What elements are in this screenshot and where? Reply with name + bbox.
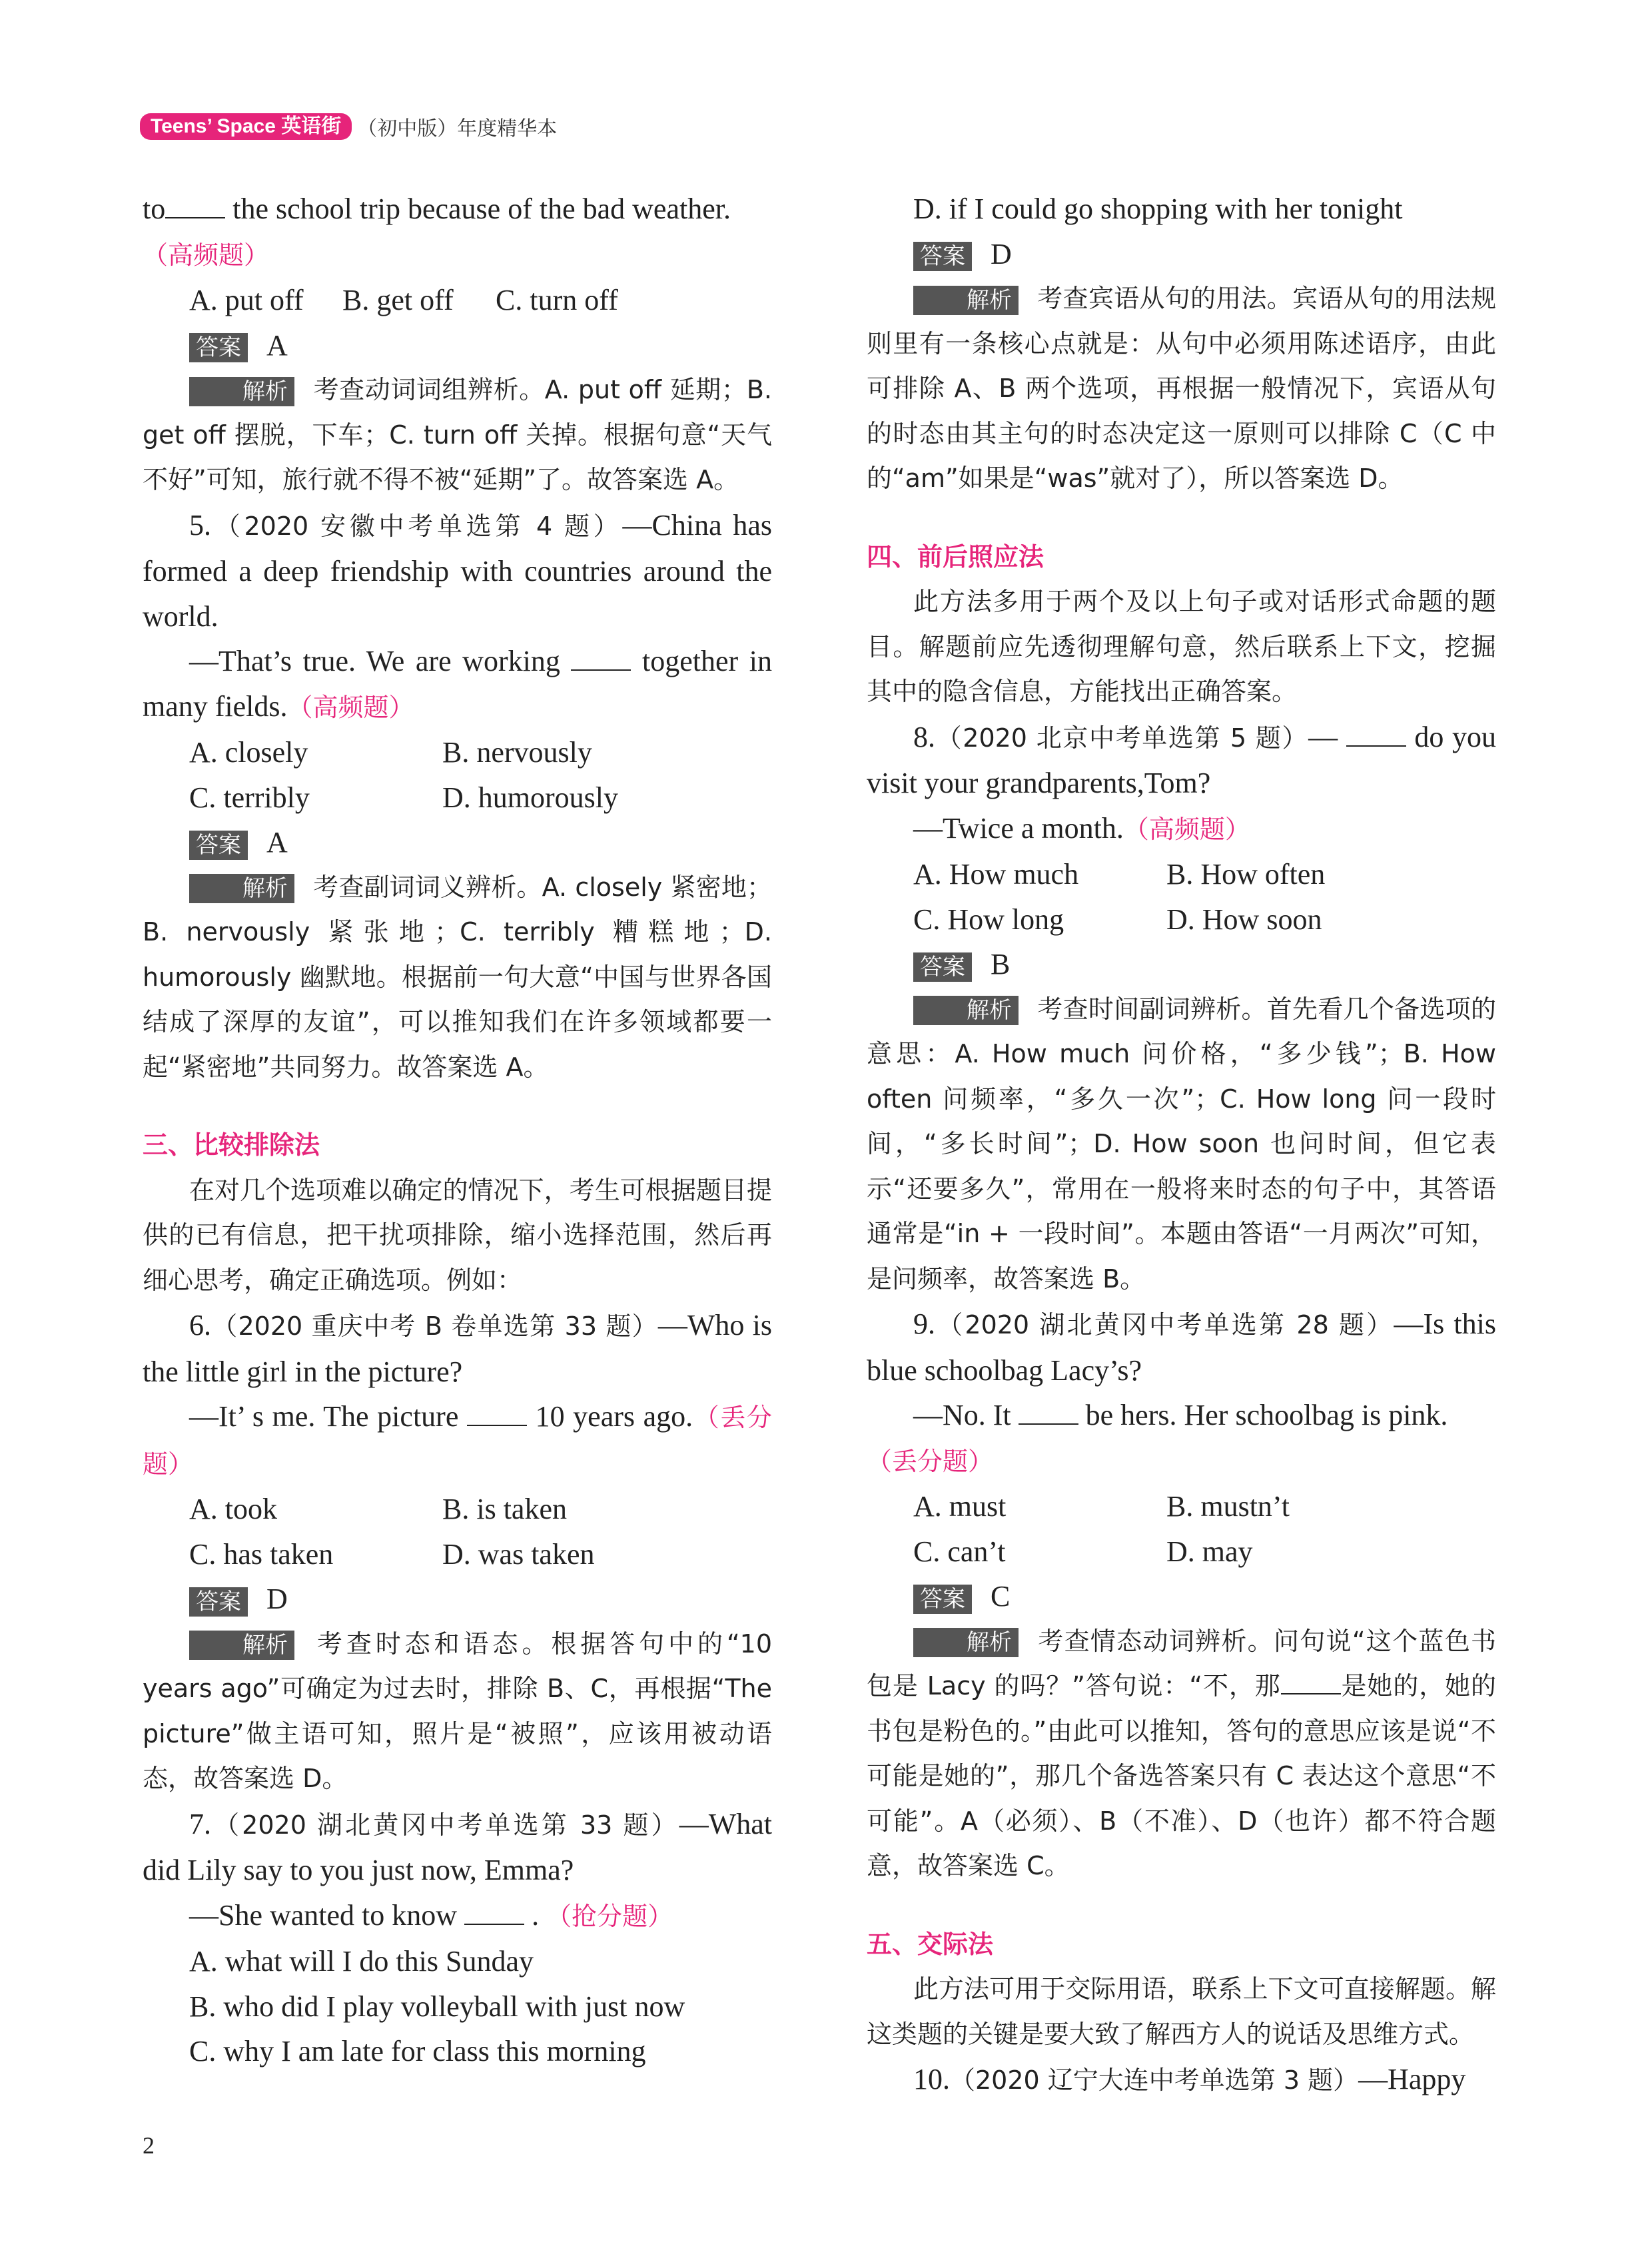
option: A. put off — [189, 284, 304, 316]
section-heading-4: 四、前后照应法 — [867, 542, 1044, 571]
q7-analysis: 解析 考查宾语从句的用法。宾语从句的用法规则里有一条核心点就是：从句中必须用陈述语序，由此可排除 A、B 两个选项，再根据一般情况下，宾语从句的时态由其主句的时态决定这一原则可以排除 C（C 中的“am”如果是“was”就对了），所以答案选 D。 — [867, 284, 1496, 493]
q4-stem: to the school trip because of the bad weather. — [143, 192, 731, 225]
section-5-intro: 此方法可用于交际用语，联系上下文可直接解题。解这类题的关键是要大致了解西方人的说话及思维方式。 — [867, 1974, 1496, 2049]
q8-options-2 — [867, 897, 1496, 942]
q8-answer: 答案 B — [867, 942, 1496, 987]
brand-logo: Teens’ Space 英语街 — [140, 113, 352, 140]
q5-options-2 — [143, 775, 772, 821]
answer-tag: 答案 — [189, 1587, 248, 1617]
q9-options-2 — [867, 1529, 1496, 1575]
q6-analysis: 解析 考查时态和语态。根据答句中的“10 years ago”可确定为过去时，排除 B、C，再根据“The picture”做主语可知，照片是“被照”，应该用被动语态，故答案选 D。 — [143, 1629, 772, 1793]
option: C. can’t — [913, 1535, 1006, 1568]
q9-reply: —No. It be hers. Her schoolbag is pink. — [913, 1399, 1448, 1431]
option: A. what will I do this Sunday — [189, 1945, 534, 1978]
option: C. terribly — [189, 781, 310, 814]
analysis-tag: 解析 — [189, 377, 294, 406]
section-3-intro: 在对几个选项难以确定的情况下，考生可根据题目提供的已有信息，把干扰项排除，缩小选择范围，然后再细心思考，确定正确选项。例如： — [143, 1175, 772, 1295]
answer-tag: 答案 — [189, 831, 248, 860]
q9-stem: 9.（2020 湖北黄冈中考单选第 28 题）—Is this blue schoolbag Lacy’s? — [867, 1308, 1496, 1387]
q5-stem: 5.（2020 安徽中考单选第 4 题）—China has formed a deep friendship with countries around the world. — [143, 508, 772, 633]
q9-options — [867, 1484, 1496, 1529]
option: A. must — [913, 1490, 1007, 1523]
q6-stem: 6.（2020 重庆中考 B 卷单选第 33 题）—Who is the little girl in the picture? — [143, 1309, 772, 1388]
answer-tag: 答案 — [913, 242, 972, 271]
q10-stem: 10.（2020 辽宁大连中考单选第 3 题）—Happy — [913, 2063, 1466, 2095]
option: B. is taken — [442, 1493, 567, 1525]
answer-tag: 答案 — [189, 333, 248, 362]
q6-options — [143, 1487, 772, 1532]
q5-analysis: 解析 考查副词词义辨析。A. closely 紧密地；B. nervously 紧张地；C. terribly 糟糕地；D. humorously 幽默地。根据前一句大意“中国与世界各国结成了深厚的友谊”，可以推知我们在许多领域都要一起“紧密地”共同努力。故答案选 A。 — [143, 872, 772, 1082]
option: B. How often — [1166, 858, 1326, 891]
option: D. if I could go shopping with her tonight — [913, 192, 1403, 225]
option: C. turn off — [496, 284, 618, 316]
edition-label: （初中版）年度精华本 — [357, 118, 558, 140]
option: A. took — [189, 1493, 277, 1525]
q6-answer: 答案 D — [143, 1577, 772, 1622]
q5-reply: —That’s true. We are working together in many fields.（高频题） — [143, 645, 773, 723]
q5-options — [143, 730, 772, 775]
q4-tag: （高频题） — [143, 240, 270, 270]
option: C. why I am late for class this morning — [189, 2035, 646, 2067]
q4-analysis: 解析 考查动词词组辨析。A. put off 延期；B. get off 摆脱，下车；C. turn off 关掉。根据句意“天气不好”可知，旅行就不得不被“延期”了。故答案选 A。 — [143, 375, 772, 494]
option: A. How much — [913, 858, 1079, 891]
q7-answer: 答案 D — [867, 232, 1496, 277]
q8-analysis: 解析 考查时间副词辨析。首先看几个备选项的意思：A. How much 问价格，“多少钱”；B. How often 问频率，“多久一次”；C. How long 问一段时间，“多长时间”；D. How soon 也问时间，但它表示“还要多久”，常用在一般将来时态的句子中，其答语通常是“in + 一段时间”。本题由答语“一月两次”可知，是问频率，故答案选 B。 — [867, 994, 1496, 1294]
analysis-tag: 解析 — [189, 1631, 294, 1660]
section-heading-3: 三、比较排除法 — [143, 1130, 320, 1160]
option: A. closely — [189, 736, 308, 769]
q8-reply: —Twice a month.（高频题） — [913, 811, 1250, 845]
option: B. who did I play volleyball with just now — [189, 1990, 685, 2023]
answer-tag: 答案 — [913, 952, 972, 982]
analysis-tag: 解析 — [189, 874, 294, 903]
option: C. has taken — [189, 1537, 334, 1571]
q9-answer: 答案 C — [867, 1574, 1496, 1619]
section-heading-5: 五、交际法 — [867, 1929, 994, 1959]
section-4-intro: 此方法多用于两个及以上句子或对话形式命题的题目。解题前应先透彻理解句意，然后联系上下文，挖掘其中的隐含信息，方能找出正确答案。 — [867, 587, 1496, 706]
analysis-tag: 解析 — [913, 286, 1019, 315]
option: D. humorously — [442, 781, 618, 814]
q4-answer: 答案 A — [143, 323, 772, 368]
option: B. get off — [342, 284, 454, 316]
option: D. How soon — [1166, 903, 1322, 936]
q5-answer: 答案 A — [143, 820, 772, 865]
option: D. may — [1166, 1535, 1253, 1568]
q4-options — [143, 278, 772, 323]
option: D. was taken — [442, 1537, 595, 1571]
q7-stem: 7.（2020 湖北黄冈中考单选第 33 题）—What did Lily say to you just now, Emma? — [143, 1807, 772, 1886]
q8-stem: 8.（2020 北京中考单选第 5 题）— do you visit your grandparents,Tom? — [867, 720, 1496, 799]
left-column — [143, 187, 772, 2074]
option: C. How long — [913, 903, 1064, 936]
option: B. nervously — [442, 736, 592, 769]
running-header — [140, 113, 557, 140]
q7-reply: —She wanted to know . （抢分题） — [189, 1898, 673, 1932]
analysis-tag: 解析 — [913, 996, 1019, 1025]
q9-analysis: 解析 考查情态动词辨析。问句说“这个蓝色书包是 Lacy 的吗？”答句说：“不，那 是她的，她的书包是粉色的。”由此可以推知，答句的意思应该是说“不可能是她的”，那几个备选答案只有 C 表达这个意思“不可能”。A（必须）、B（不准）、D（也许）都不符合题意，故答案选 C。 — [867, 1626, 1496, 1880]
q6-options-2 — [143, 1532, 772, 1577]
q9-tag: （丢分题） — [867, 1446, 994, 1476]
answer-tag: 答案 — [913, 1585, 972, 1614]
q8-options — [867, 852, 1496, 897]
option: B. mustn’t — [1166, 1490, 1290, 1523]
right-column — [867, 187, 1496, 2103]
analysis-tag: 解析 — [913, 1628, 1019, 1657]
q6-reply: —It’ s me. The picture 10 years ago.（丢分题） — [143, 1400, 772, 1479]
page-number: 2 — [143, 2132, 155, 2159]
